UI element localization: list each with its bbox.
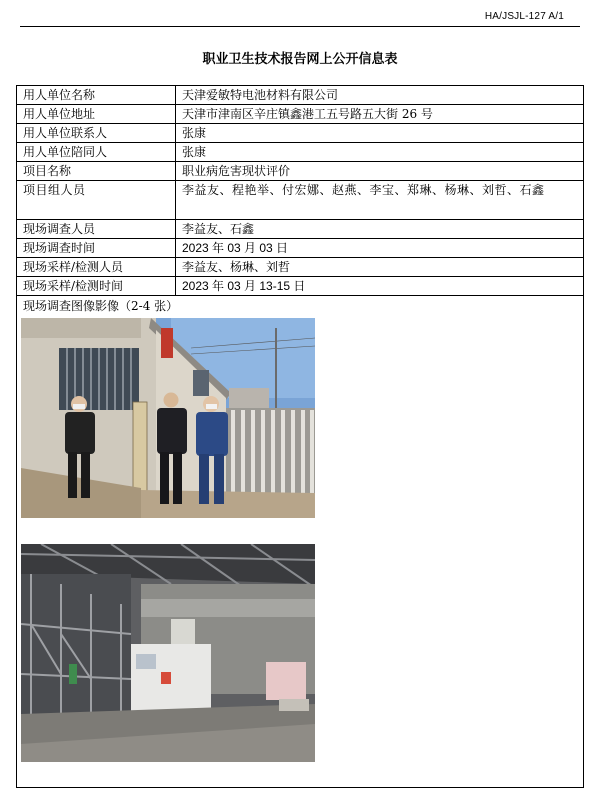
row-label: 项目组人员	[17, 181, 176, 220]
row-label: 用人单位名称	[17, 86, 176, 105]
row-value: 职业病危害现状评价	[176, 162, 584, 181]
table-row	[17, 105, 584, 124]
photo-row	[17, 296, 584, 788]
photo-section-label: 现场调查图像影像（2-4 张）	[23, 299, 179, 313]
info-table	[16, 85, 584, 788]
page-title: 职业卫生技术报告网上公开信息表	[202, 52, 398, 67]
row-label: 用人单位陪同人	[17, 143, 176, 162]
row-value: 李益友、石鑫	[176, 220, 584, 239]
workshop-interior-photo	[21, 544, 315, 762]
row-label: 现场采样/检测人员	[17, 258, 176, 277]
row-value: 李益友、程艳举、付宏娜、赵燕、李宝、郑琳、杨琳、刘哲、石鑫	[176, 181, 584, 220]
row-label: 现场采样/检测时间	[17, 277, 176, 296]
table-row	[17, 220, 584, 239]
table-row	[17, 181, 584, 220]
row-value: 张康	[176, 143, 584, 162]
row-label: 用人单位地址	[17, 105, 176, 124]
table-row	[17, 143, 584, 162]
table-row	[17, 162, 584, 181]
header-divider	[20, 26, 580, 27]
row-value: 天津爱敏特电池材料有限公司	[176, 86, 584, 105]
table-row	[17, 239, 584, 258]
row-label: 现场调查人员	[17, 220, 176, 239]
row-value: 天津市津南区辛庄镇鑫港工五号路五大街 26 号	[176, 105, 584, 124]
table-row	[17, 277, 584, 296]
row-label: 项目名称	[17, 162, 176, 181]
site-survey-photo	[21, 318, 315, 518]
table-row	[17, 86, 584, 105]
table-row	[17, 124, 584, 143]
table-row	[17, 258, 584, 277]
document-code: HA/JSJL-127 A/1	[484, 11, 564, 22]
row-label: 现场调查时间	[17, 239, 176, 258]
row-value: 张康	[176, 124, 584, 143]
photo-section	[17, 296, 584, 788]
row-value: 2023 年 03 月 13-15 日	[176, 277, 584, 296]
row-value: 2023 年 03 月 03 日	[176, 239, 584, 258]
row-label: 用人单位联系人	[17, 124, 176, 143]
row-value: 李益友、杨琳、刘哲	[176, 258, 584, 277]
